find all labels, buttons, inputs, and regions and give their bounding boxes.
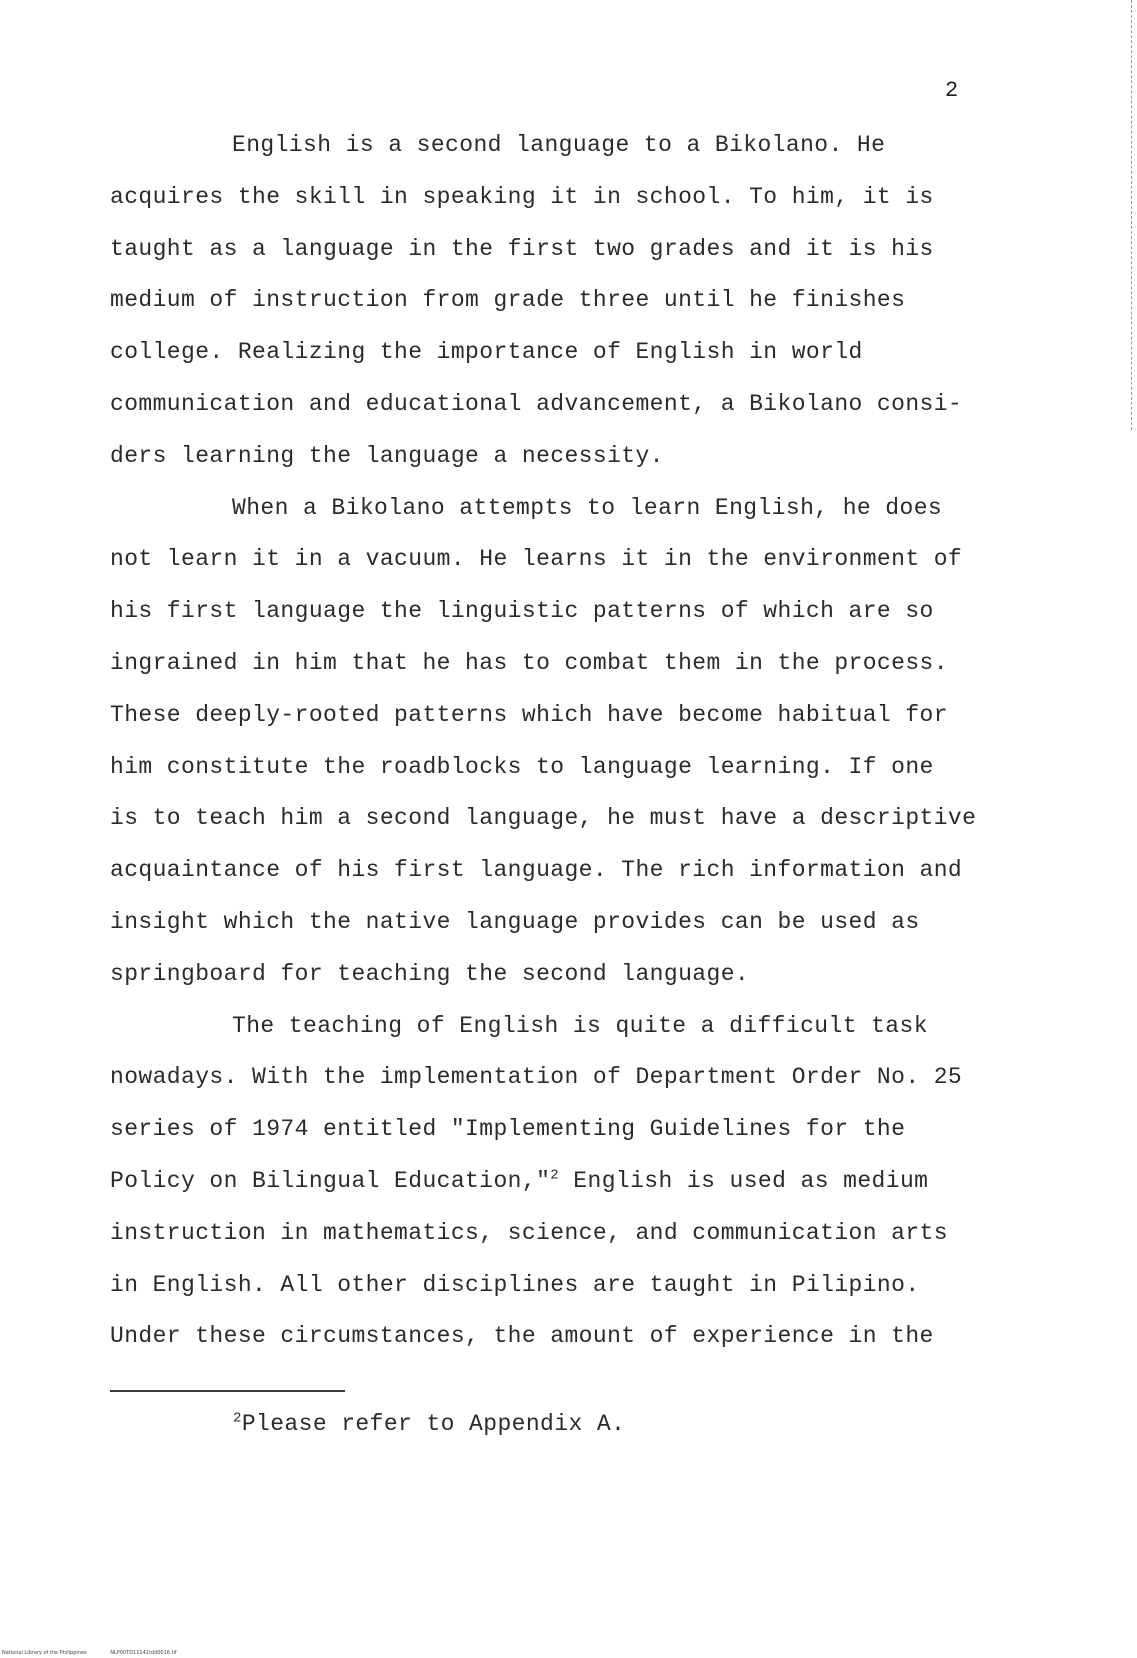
footnote [233, 1411, 625, 1437]
text-line: communication and educational advancement, a Bikolano consi- [110, 390, 963, 417]
text-line: These deeply-rooted patterns which have become habitual for [110, 701, 948, 728]
page-number: 2 [945, 78, 959, 103]
text-segment: Policy on Bilingual Education," [110, 1167, 551, 1194]
text-line: college. Realizing the importance of English in world [110, 339, 863, 366]
paragraph-2 [110, 483, 1045, 1001]
text-line: series of 1974 entitled "Implementing Guidelines for the [110, 1116, 906, 1143]
archive-library: National Library of the Philippines [2, 1650, 87, 1656]
text-line: springboard for teaching the second language. [110, 960, 750, 987]
archive-footer [2, 1650, 199, 1656]
body-text [110, 120, 1045, 1363]
archive-file: NLP00TD11141tdd0016.tif [110, 1650, 177, 1656]
paragraph-3 [110, 1001, 1045, 1364]
text-line: taught as a language in the first two grades and it is his [110, 235, 934, 262]
text-line: not learn it in a vacuum. He learns it in the environment of [110, 546, 963, 573]
text-line: medium of instruction from grade three until he finishes [110, 287, 906, 314]
text-line: instruction in mathematics, science, and communication arts [110, 1219, 948, 1246]
paragraph-1 [110, 120, 1045, 483]
text-line: The teaching of English is quite a difficult task [232, 1012, 928, 1039]
footnote-marker: 2 [233, 1410, 242, 1427]
text-line: nowadays. With the implementation of Department Order No. 25 [110, 1064, 963, 1091]
footnote-rule [110, 1390, 345, 1392]
footnote-ref: 2 [550, 1167, 560, 1184]
text-line: in English. All other disciplines are taught in Pilipino. [110, 1271, 920, 1298]
scan-edge-mark [1131, 0, 1133, 430]
text-line: Under these circumstances, the amount of experience in the [110, 1323, 934, 1350]
text-line: acquaintance of his first language. The rich information and [110, 857, 963, 884]
text-line: ders learning the language a necessity. [110, 442, 664, 469]
text-line: his first language the linguistic patterns of which are so [110, 598, 934, 625]
text-segment: English is used as medium [559, 1167, 929, 1194]
text-line: him constitute the roadblocks to language learning. If one [110, 753, 934, 780]
text-line: acquires the skill in speaking it in school. To him, it is [110, 183, 934, 210]
text-line: ingrained in him that he has to combat them in the process. [110, 649, 948, 676]
text-line: is to teach him a second language, he must have a descriptive [110, 805, 977, 832]
footnote-text: Please refer to Appendix A. [241, 1411, 626, 1437]
text-line-with-footnote-ref [110, 1156, 1045, 1208]
text-line: English is a second language to a Bikolano. He [232, 132, 886, 158]
text-line: insight which the native language provides can be used as [110, 908, 920, 935]
text-line: When a Bikolano attempts to learn English, he does [232, 494, 943, 521]
